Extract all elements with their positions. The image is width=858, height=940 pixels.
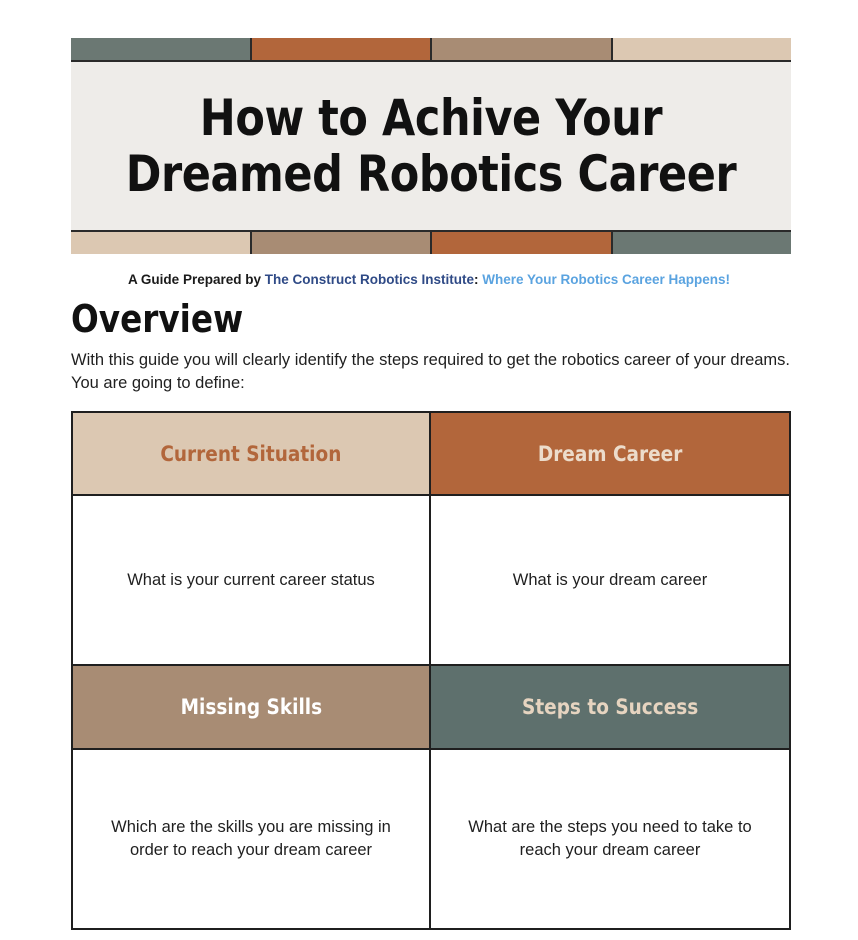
title-banner <box>71 38 791 254</box>
byline <box>0 272 858 287</box>
stripe-segment <box>611 232 792 254</box>
stripe-segment <box>250 232 431 254</box>
current-situation-header <box>73 413 431 496</box>
stripe-segment <box>250 38 431 60</box>
missing-skills-prompt-cell[interactable] <box>73 750 431 928</box>
stripe-segment <box>71 38 250 60</box>
banner-top-stripe <box>71 38 791 62</box>
stripe-segment <box>71 232 250 254</box>
current-situation-prompt: What is your current career status <box>127 570 375 589</box>
dream-career-header <box>431 413 789 496</box>
stripe-segment <box>430 38 611 60</box>
byline-separator: : <box>473 272 483 287</box>
current-situation-prompt-cell[interactable] <box>73 496 431 666</box>
current-situation-title: Current Situation <box>160 441 342 466</box>
steps-to-success-header <box>431 666 789 750</box>
title-line-2: Dreamed Robotics Career <box>125 145 737 203</box>
steps-to-success-prompt: What are the steps you need to take to reach your dream career <box>468 818 752 859</box>
dream-career-title: Dream Career <box>537 441 683 466</box>
career-worksheet-grid <box>71 411 791 930</box>
org-link[interactable]: The Construct Robotics Institute <box>264 272 474 287</box>
missing-skills-prompt: Which are the skills you are missing in order to reach your dream career <box>111 818 391 859</box>
dream-career-prompt-cell[interactable] <box>431 496 789 666</box>
stripe-segment <box>430 232 611 254</box>
banner-bottom-stripe <box>71 230 791 254</box>
stripe-segment <box>611 38 792 60</box>
byline-prefix: A Guide Prepared by <box>127 272 265 287</box>
steps-to-success-title: Steps to Success <box>521 695 699 719</box>
overview-heading: Overview <box>71 297 244 341</box>
steps-to-success-prompt-cell[interactable] <box>431 750 789 928</box>
missing-skills-title: Missing Skills <box>180 695 322 719</box>
tagline-link[interactable]: Where Your Robotics Career Happens! <box>482 272 731 287</box>
dream-career-prompt: What is your dream career <box>512 570 708 589</box>
overview-intro: With this guide you will clearly identify the steps required to get the robotics career of your dreams. You are going to define: <box>71 351 791 392</box>
page-title <box>126 90 737 202</box>
title-line-1: How to Achive Your <box>199 89 663 147</box>
missing-skills-header <box>73 666 431 750</box>
banner-body <box>71 62 791 230</box>
